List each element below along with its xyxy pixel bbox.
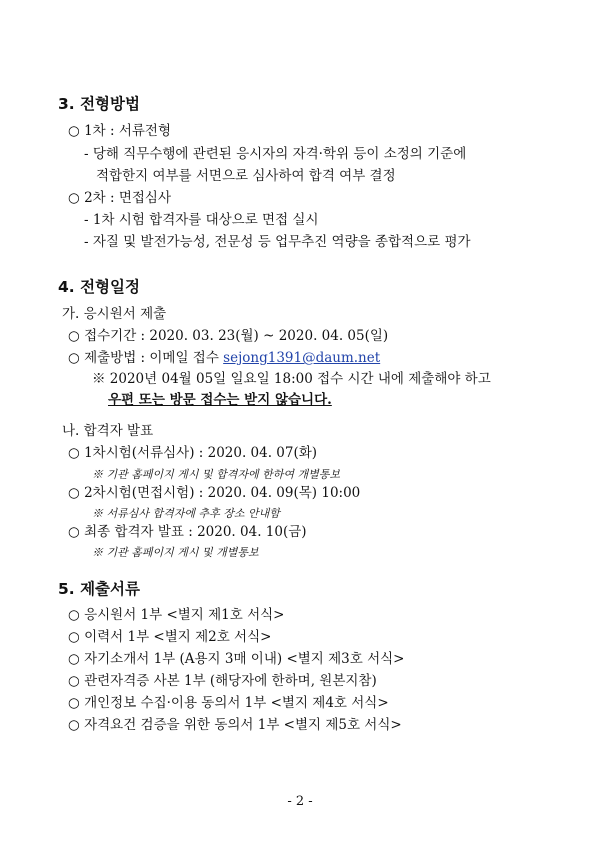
final-announcement-date: ○ 최종 합격자 발표 : 2020. 04. 10(금) bbox=[68, 524, 307, 540]
application-period: ○ 접수기간 : 2020. 03. 23(월) ~ 2020. 04. 05(일) bbox=[68, 328, 389, 344]
submission-method-label: ○ 제출방법 : 이메일 접수 bbox=[68, 350, 224, 366]
document-item: ○ 응시원서 1부 <별지 제1호 서식> bbox=[68, 607, 285, 623]
first-exam-date: ○ 1차시험(서류심사) : 2020. 04. 07(화) bbox=[68, 445, 318, 461]
stage-1-description-line-1: - 당해 직무수행에 관련된 응시자의 자격·학위 등이 소정의 기준에 bbox=[84, 146, 467, 162]
document-item: ○ 자기소개서 1부 (A용지 3매 이내) <별지 제3호 서식> bbox=[68, 651, 405, 667]
final-announcement-note: ※ 기관 홈페이지 게시 및 개별통보 bbox=[92, 546, 259, 559]
submission-method bbox=[68, 349, 380, 367]
section-5-title: 5. 제출서류 bbox=[58, 580, 140, 598]
document-item: ○ 이력서 1부 <별지 제2호 서식> bbox=[68, 629, 272, 645]
page-number: - 2 - bbox=[287, 794, 313, 809]
stage-1-description-line-2: 적합한지 여부를 서면으로 심사하여 합격 여부 결정 bbox=[96, 168, 396, 184]
stage-2-description-line-1: - 1차 시험 합격자를 대상으로 면접 실시 bbox=[84, 212, 319, 228]
selection-stage-2: ○ 2차 : 면접심사 bbox=[68, 190, 171, 206]
second-exam-date: ○ 2차시험(면접시험) : 2020. 04. 09(목) 10:00 bbox=[68, 485, 361, 501]
document-item: ○ 관련자격증 사본 1부 (해당자에 한하며, 원본지참) bbox=[68, 673, 377, 689]
section-4-title: 4. 전형일정 bbox=[58, 278, 140, 296]
document-item: ○ 개인정보 수집·이용 동의서 1부 <별지 제4호 서식> bbox=[68, 695, 389, 711]
second-exam-note: ※ 서류심사 합격자에 추후 장소 안내함 bbox=[92, 507, 280, 520]
email-link[interactable]: sejong1391@daum.net bbox=[223, 350, 381, 366]
deadline-note: ※ 2020년 04월 05일 일요일 18:00 접수 시간 내에 제출해야 하고 bbox=[92, 371, 491, 387]
selection-stage-1: ○ 1차 : 서류전형 bbox=[68, 123, 171, 139]
first-exam-note: ※ 기관 홈페이지 게시 및 합격자에 한하여 개별통보 bbox=[92, 468, 340, 481]
stage-2-description-line-2: - 자질 및 발전가능성, 전문성 등 업무추진 역량을 종합적으로 평가 bbox=[84, 234, 471, 250]
section-3-title: 3. 전형방법 bbox=[58, 95, 140, 113]
no-mail-visit-notice: 우편 또는 방문 접수는 받지 않습니다. bbox=[108, 392, 332, 408]
subsection-results-announcement: 나. 합격자 발표 bbox=[62, 423, 154, 439]
document-item: ○ 자격요건 검증을 위한 동의서 1부 <별지 제5호 서식> bbox=[68, 717, 402, 733]
subsection-application-submission: 가. 응시원서 제출 bbox=[62, 306, 167, 322]
